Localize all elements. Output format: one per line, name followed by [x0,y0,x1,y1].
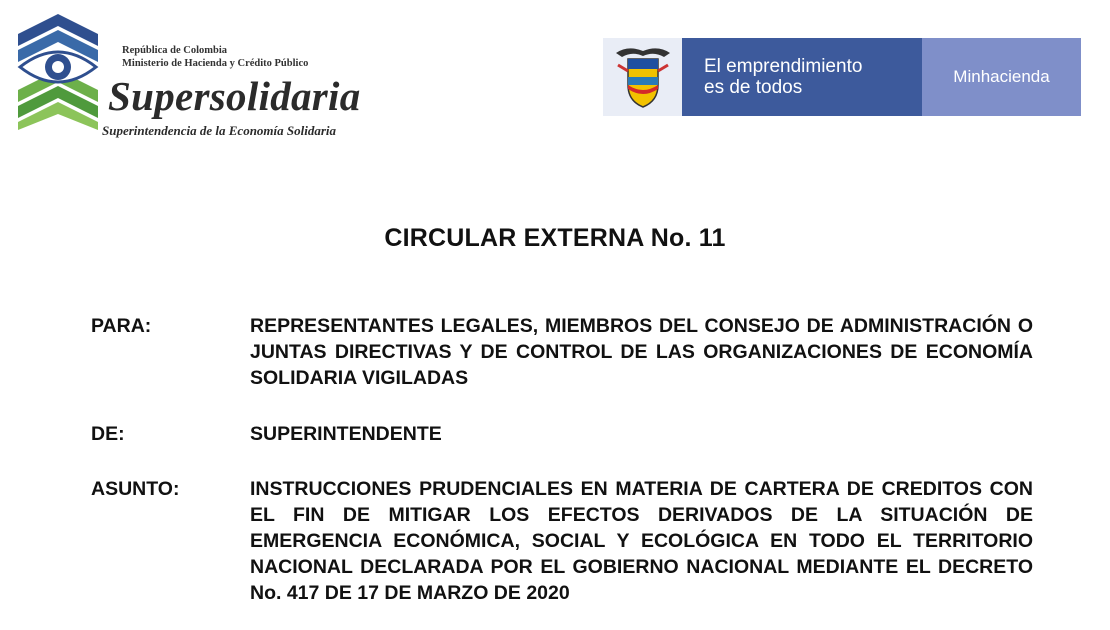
slogan-line-1: El emprendimiento [704,56,863,77]
slogan-box [682,38,922,116]
field-label: PARA: [91,315,152,337]
brand-subtitle: Superintendencia de la Economía Solidaria [102,123,337,138]
seal-box [603,38,682,116]
supersolidaria-logo [14,12,414,147]
field-value: REPRESENTANTES LEGALES, MIEMBROS DEL CONSEJO DE ADMINISTRACIÓN O JUNTAS DIRECTIVAS Y DE CONTROL DE LAS ORGANIZACIONES DE ECONOMÍA SOLIDARIA VIGILADAS [250,315,1033,389]
field-label: ASUNTO: [91,478,180,500]
document-title: CIRCULAR EXTERNA No. 11 [384,224,726,252]
ministry-name: Minhacienda [953,67,1050,86]
field-value: INSTRUCCIONES PRUDENCIALES EN MATERIA DE CARTERA DE CREDITOS CON EL FIN DE MITIGAR LOS EFECTOS DERIVADOS DE LA SITUACIÓN DE EMERGENCIA ECONÓMICA, SOCIAL Y ECOLÓGICA EN TODO EL TERRITORIO NACIONAL DECLARADA POR EL GOBIERNO NACIONAL MEDIANTE EL DECRETO No. 417 DE 17 DE MARZO DE 2020 [250,478,1033,604]
ministerio-label: Ministerio de Hacienda y Crédito Público [122,58,309,69]
field-asunto [91,476,1033,606]
field-label: DE: [91,423,125,445]
brand-name: Supersolidaria [108,73,361,119]
ministry-text [122,44,308,70]
colombia-coat-of-arms-icon [614,45,672,109]
slogan-line-2: es de todos [704,77,803,98]
supersolidaria-logo-icon [14,12,102,132]
ministry-box [922,38,1081,116]
field-para [91,313,1033,391]
field-de [91,421,1033,447]
government-banner [603,38,1081,116]
field-value: SUPERINTENDENTE [250,423,442,445]
republica-label: República de Colombia [122,45,228,56]
